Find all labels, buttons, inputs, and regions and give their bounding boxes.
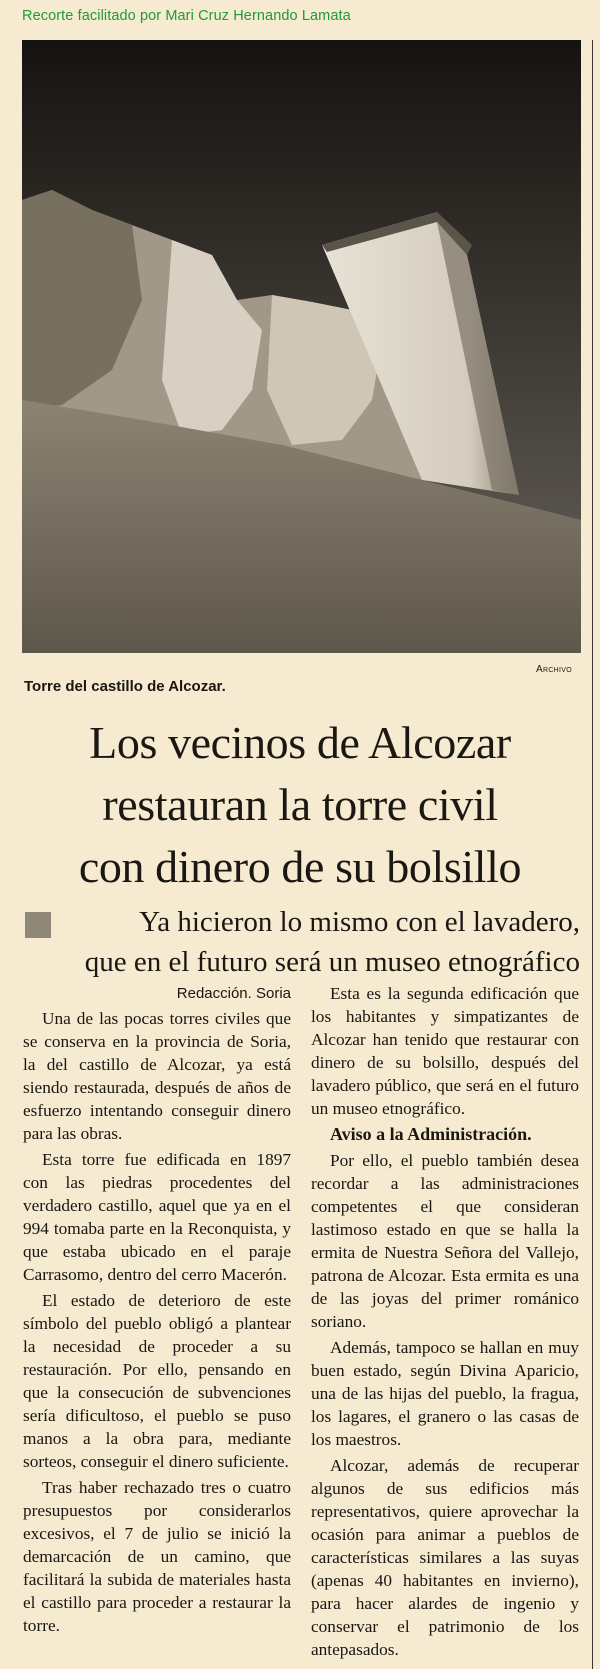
subheadline-line-1: Ya hicieron lo mismo con el lavadero,	[139, 906, 580, 938]
paragraph: Una de las pocas torres civiles que se conserva en la provincia de Soria, la del castillo de Alcozar, ya está siendo restaurada, después de años de esfuerzo intentando conseguir dinero para las obras.	[23, 1009, 291, 1143]
paragraph: El estado de deterioro de este símbolo del pueblo obligó a plantear la necesidad de proceder a su restauración. Por ello, pensando en que la consecución de subvenciones sería dificultoso, el pueblo se puso manos a la obra para, mediante sorteos, conseguir el dinero suficiente.	[23, 1291, 291, 1471]
subheadline-line-2: que en el futuro será un museo etnográfico	[84, 946, 580, 978]
paragraph: Alcozar, además de recuperar algunos de sus edificios más representativos, quiere aprovechar la ocasión para animar a pueblos de características similares a las suyas (apenas 40 habitantes en invierno), para hacer alardes de ingenio y conservar el patrimonio de los antepasados.	[311, 1456, 579, 1659]
photo-source-credit: Archivo	[536, 664, 572, 675]
subheadline	[20, 902, 580, 982]
photo-caption: Torre del castillo de Alcozar.	[24, 678, 226, 695]
article-column-left	[23, 982, 291, 1640]
tower-photo	[22, 40, 581, 653]
paragraph: Por ello, el pueblo también desea recordar a las administraciones competentes el que consideran lastimoso estado en que se halla la ermita de Nuestra Señora del Vallejo, patrona de Alcozar. Esta ermita es una de las joyas del primer románico soriano.	[311, 1151, 579, 1331]
clipping-credit: Recorte facilitado por Mari Cruz Hernando Lamata	[22, 8, 351, 24]
article-column-right	[311, 982, 579, 1664]
headline	[0, 712, 600, 898]
headline-line-3: con dinero de su bolsillo	[78, 841, 522, 892]
byline: Redacción. Soria	[176, 985, 291, 1002]
paragraph: Tras haber rechazado tres o cuatro presupuestos por considerarlos excesivos, el 7 de julio se inició la demarcación de un camino, que facilitará la subida de materiales hasta el castillo para proceder a restaurar la torre.	[23, 1478, 291, 1635]
headline-line-2: restauran la torre civil	[102, 779, 498, 830]
headline-line-1: Los vecinos de Alcozar	[89, 717, 511, 768]
paragraph: Esta torre fue edificada en 1897 con las piedras procedentes del verdadero castillo, aquel que ya en el 994 tomaba parte en la Reconquista, y que estaba ubicado en el paraje Carrasomo, dentro del cerro Macerón.	[23, 1150, 291, 1284]
paragraph: Además, tampoco se hallan en muy buen estado, según Divina Aparicio, una de las hijas del pueblo, la fragua, los lagares, el granero o las casas de los maestros.	[311, 1338, 579, 1449]
section-heading: Aviso a la Administración.	[330, 1124, 532, 1144]
paragraph: Esta es la segunda edificación que los habitantes y simpatizantes de Alcozar han tenido que restaurar con dinero de su bolsillo, después del lavadero público, que será en el futuro un museo etnográfico.	[311, 984, 579, 1118]
